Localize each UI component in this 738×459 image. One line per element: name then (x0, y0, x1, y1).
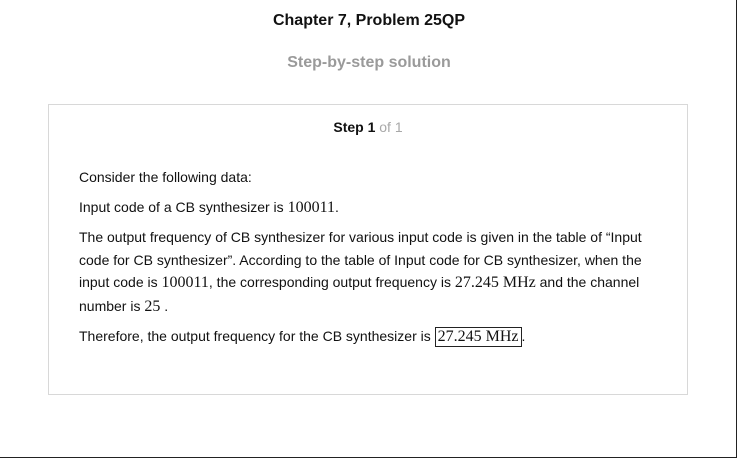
page-title: Chapter 7, Problem 25QP (272, 12, 466, 29)
solution-subtitle: Step-by-step solution (287, 54, 451, 71)
explanation-text-4: . (164, 297, 169, 314)
explanation-text-3: and the channel number is (79, 274, 640, 314)
step-label: Step 1 (333, 119, 376, 135)
explanation-text-1: The output frequency of CB synthesizer for various input code is given in the table of “Input code for CB synthesizer”. According to the table of Input code for CB synthesizer, when the input code is (79, 229, 642, 290)
given-data-line (79, 196, 669, 220)
step-count: of 1 (379, 119, 403, 135)
conclusion-line (79, 325, 669, 348)
input-code-value-2: 100011 (161, 274, 209, 291)
step-card (48, 104, 688, 395)
final-answer-box: 27.245 MHz (435, 327, 522, 347)
step-content (79, 166, 669, 355)
given-data-end: . (334, 198, 339, 215)
conclusion-end: . (521, 328, 526, 344)
input-code-value: 100011 (287, 198, 335, 216)
conclusion-text: Therefore, the output frequency for the CB synthesizer is (79, 328, 435, 344)
explanation-text-2: , the corresponding output frequency is (208, 274, 455, 290)
step-header (49, 119, 687, 135)
intro-text: Consider the following data: (79, 169, 252, 185)
output-frequency-value: 27.245 MHz (454, 274, 536, 291)
explanation-paragraph (79, 226, 669, 318)
channel-number-value: 25 (144, 297, 161, 315)
given-data-text: Input code of a CB synthesizer is (79, 198, 288, 215)
